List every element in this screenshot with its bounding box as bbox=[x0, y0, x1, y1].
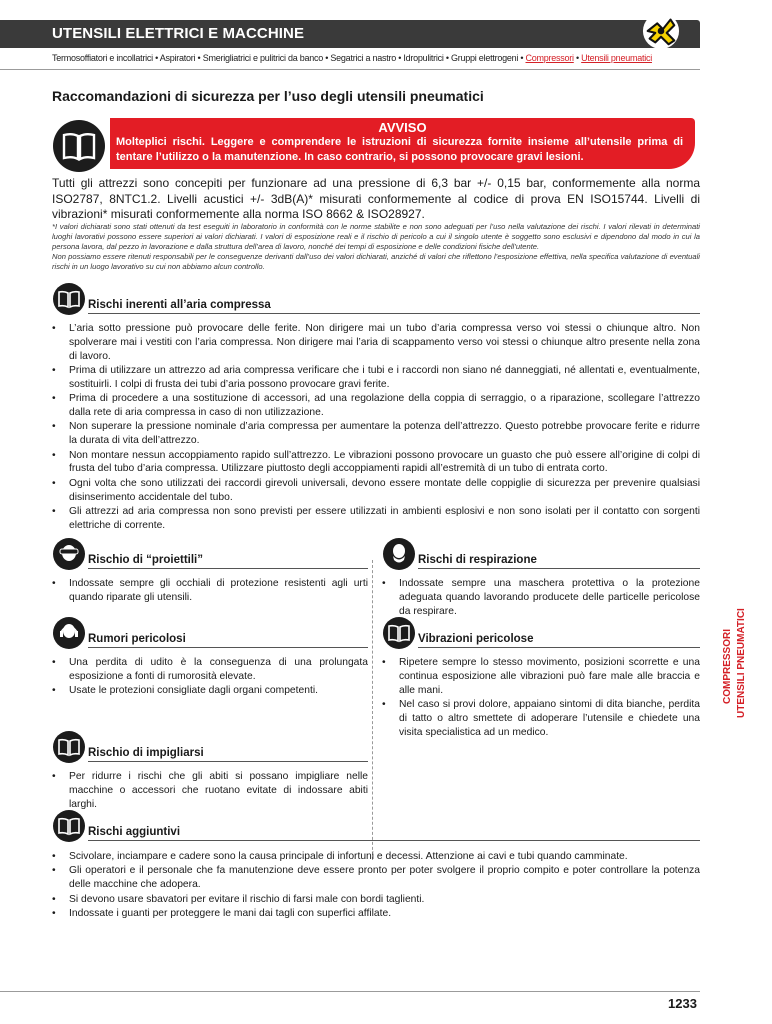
header-title: UTENSILI ELETTRICI E MACCHINE bbox=[52, 25, 305, 42]
list-item: • Nel caso si provi dolore, appaiano sintomi di dita bianche, perdita di tatto o altro smettete di adoperare l’utensile e chiedete una visita specialistica ad un medico. bbox=[382, 698, 700, 739]
divider bbox=[88, 840, 700, 841]
list-item: • Ripetere sempre lo stesso movimento, posizioni scorrette e una continua esposizione alle vibrazioni può fare male alle braccia e alle mani. bbox=[382, 656, 700, 697]
subsection-rumori bbox=[52, 626, 186, 646]
bullet-list-aria bbox=[52, 322, 700, 533]
brand-logo-icon bbox=[642, 12, 680, 50]
subsection-title: Rischi aggiuntivi bbox=[88, 826, 181, 838]
subsection-title: Rischi di respirazione bbox=[418, 554, 537, 566]
page-number: 1233 bbox=[668, 996, 697, 1011]
breadcrumb-item[interactable]: Termosoffiatori e incollatrici bbox=[52, 53, 153, 63]
footer-divider bbox=[0, 991, 700, 992]
manual-book-icon bbox=[52, 282, 86, 316]
breadcrumb-link-utensili-pneumatici[interactable]: Utensili pneumatici bbox=[581, 53, 652, 63]
side-tab-line2: UTENSILI PNEUMATICI bbox=[736, 608, 747, 718]
breadcrumb-item[interactable]: Aspiratori bbox=[159, 53, 196, 63]
divider bbox=[88, 313, 700, 314]
breadcrumb-item[interactable]: Segatrici a nastro bbox=[330, 53, 396, 63]
list-item: • Indossate sempre gli occhiali di protezione resistenti agli urti quando riparate gli utensili. bbox=[52, 577, 368, 605]
list-item: • Ogni volta che sono utilizzati dei raccordi girevoli universali, devono essere montate delle coppiglie di sicurezza per prevenire qualsiasi disinserimento accidentale del tubo. bbox=[52, 477, 700, 505]
breadcrumb-link-compressori[interactable]: Compressori bbox=[525, 53, 574, 63]
side-tab-line1: COMPRESSORI bbox=[722, 628, 733, 704]
manual-book-icon bbox=[52, 119, 106, 173]
subsection-title: Rischio di impigliarsi bbox=[88, 747, 204, 759]
respirator-mask-icon bbox=[382, 537, 416, 571]
subsection-respirazione bbox=[382, 547, 537, 567]
list-item: • Scivolare, inciampare e cadere sono la causa principale di infortuni e decessi. Attenzione ai cavi e tubi quando camminate. bbox=[52, 850, 700, 864]
list-item: • Gli operatori e il personale che fa manutenzione deve essere pronto per poter svolgere il proprio compito e poter controllare la potenza delle macchine che adopera. bbox=[52, 864, 700, 892]
list-item: • Si devono usare sbavatori per evitare il rischio di farsi male con bordi taglienti. bbox=[52, 893, 700, 907]
intro-paragraph: Tutti gli attrezzi sono concepiti per funzionare ad una pressione di 6,3 bar +/- 0,15 bar, conformemente alla norma ISO2787, 8NTC1.2. Livelli acustici +/- 3dB(A)* misurati conformemente al codice di prova EN ISO15744. Livelli di vibrazioni* misurati conformemente alla norma ISO 8662 & ISO28927. bbox=[52, 176, 700, 221]
subsection-title: Vibrazioni pericolose bbox=[418, 633, 534, 645]
divider bbox=[88, 568, 368, 569]
list-item: • Non montare nessun accoppiamento rapido sull’attrezzo. Le vibrazioni possono provocare un guasto che può essere all’origine di colpi di frusta del tubo d’aria compressa. Utilizzare piuttosto degli accoppiamenti rapidi all’estremità di un tubo di entrata corto. bbox=[52, 449, 700, 477]
manual-book-icon bbox=[382, 616, 416, 650]
bullet-list-vibrazioni bbox=[382, 656, 700, 740]
side-category-tab[interactable] bbox=[722, 600, 762, 720]
subsection-aria bbox=[52, 292, 271, 312]
subsection-title: Rumori pericolosi bbox=[88, 633, 186, 645]
list-item: • Prima di utilizzare un attrezzo ad aria compressa verificare che i tubi e i raccordi non siano né danneggiati, né allentati e, eventualmente, sostituirli. I colpi di frusta dei tubi d’aria possono provocare gravi ferite. bbox=[52, 364, 700, 392]
list-item: • Usate le protezioni consigliate dagli organi competenti. bbox=[52, 684, 368, 698]
subsection-vibrazioni bbox=[382, 626, 533, 646]
list-item: • Una perdita di udito è la conseguenza di una prolungata esposizione a fonti di rumorosità elevate. bbox=[52, 656, 368, 684]
manual-book-icon bbox=[52, 809, 86, 843]
divider bbox=[88, 761, 368, 762]
footnotes bbox=[52, 222, 700, 272]
list-item: • Gli attrezzi ad aria compressa non sono previsti per essere utilizzati in ambienti esplosivi e non sono isolati per il contatto con sorgenti elettriche di corrente. bbox=[52, 505, 700, 533]
subsection-title: Rischi inerenti all’aria compressa bbox=[88, 299, 271, 311]
breadcrumb-item[interactable]: Idropulitrici bbox=[403, 53, 444, 63]
section-header-bar bbox=[0, 20, 700, 48]
divider bbox=[88, 647, 368, 648]
divider bbox=[418, 568, 700, 569]
warning-text: Molteplici rischi. Leggere e comprendere le istruzioni di sicurezza fornite insieme all’utensile prima di tentare l’utilizzo o la manutenzione. In caso contrario, si possono provocare gravi lesioni. bbox=[116, 136, 683, 163]
subsection-title: Rischio di “proiettili” bbox=[88, 554, 204, 566]
breadcrumb-item[interactable]: Gruppi elettrogeni bbox=[451, 53, 519, 63]
column-divider bbox=[372, 560, 373, 860]
manual-book-icon bbox=[52, 730, 86, 764]
subsection-proiettili bbox=[52, 547, 203, 567]
warning-heading: AVVISO bbox=[378, 120, 427, 135]
bullet-list-rumori bbox=[52, 656, 368, 699]
ear-protection-icon bbox=[52, 616, 86, 650]
list-item: • Prima di procedere a una sostituzione di accessori, ad una regolazione della coppia di serraggio, o a riparazione, scollegare l’attrezzo dalla rete di aria compressa in caso di non utilizzazione. bbox=[52, 392, 700, 420]
bullet-list-aggiuntivi bbox=[52, 850, 700, 921]
list-item: • Non superare la pressione nominale d’aria compressa per aumentare la potenza dell’attrezzo. Questo potrebbe provocare ferite e ridurre la durata di vita dell’attrezzo. bbox=[52, 420, 700, 448]
page-title: Raccomandazioni di sicurezza per l’uso degli utensili pneumatici bbox=[52, 88, 484, 104]
list-item: • L’aria sotto pressione può provocare delle ferite. Non dirigere mai un tubo d’aria compressa verso voi stessi o chiunque altro. Non spolverare mai i vestiti con l’aria compressa. Non dirigere mai l’aria di scappamento verso voi stessi o chiunque altro presente nella zona di lavoro. bbox=[52, 322, 700, 363]
divider bbox=[418, 647, 700, 648]
bullet-list-proiettili bbox=[52, 577, 368, 605]
subsection-aggiuntivi bbox=[52, 819, 180, 839]
footnote: *I valori dichiarati sono stati ottenuti da test eseguiti in laboratorio in conformità con le norme stabilite e non sono adeguati per l’uso nella valutazione dei rischi. I valori rilevati in determinati luoghi lavorativi possono essere superiori ai valori dichiarati. I valori di esposizione reali e il rischio di pericolo a cui il singolo utente è soggetto sono esclusivi e dipendono dal modo in cui la persona lavora, dal pezzo in lavorazione e dalla struttura dell’area di lavoro, nonché dei tempi di esposizione e delle condizioni fisiche dell’utente. bbox=[52, 222, 700, 251]
subsection-impigliarsi bbox=[52, 740, 204, 760]
list-item: • Per ridurre i rischi che gli abiti si possano impigliare nelle macchine o accessori che ruotano evitate di indossare abiti larghi. bbox=[52, 770, 368, 811]
divider bbox=[0, 69, 700, 70]
breadcrumb-item[interactable]: Smerigliatrici e pulitrici da banco bbox=[202, 53, 324, 63]
list-item: • Indossate i guanti per proteggere le mani dai tagli con superfici affilate. bbox=[52, 907, 700, 921]
breadcrumb: Termosoffiatori e incollatrici • Aspiratori • Smerigliatrici e pulitrici da banco • Segatrici a nastro • Idropulitrici • Gruppi elettrogeni • Compressori • Utensili pneumatici bbox=[52, 53, 652, 63]
warning-box bbox=[110, 118, 695, 169]
footnote: Non possiamo essere ritenuti responsabili per le conseguenze derivanti dall’uso dei valori dichiarati, anziché di valori che riflettono l’esposizione effettiva, nella specifica valutazione di eventuali rischi in un luogo lavorativo su cui non abbiamo alcun controllo. bbox=[52, 252, 700, 271]
list-item: • Indossate sempre una maschera protettiva o la protezione adeguata quando lavorando producete delle particelle pericolose da respirare. bbox=[382, 577, 700, 618]
bullet-list-respirazione bbox=[382, 577, 700, 619]
bullet-list-impigliarsi bbox=[52, 770, 368, 812]
safety-goggles-icon bbox=[52, 537, 86, 571]
